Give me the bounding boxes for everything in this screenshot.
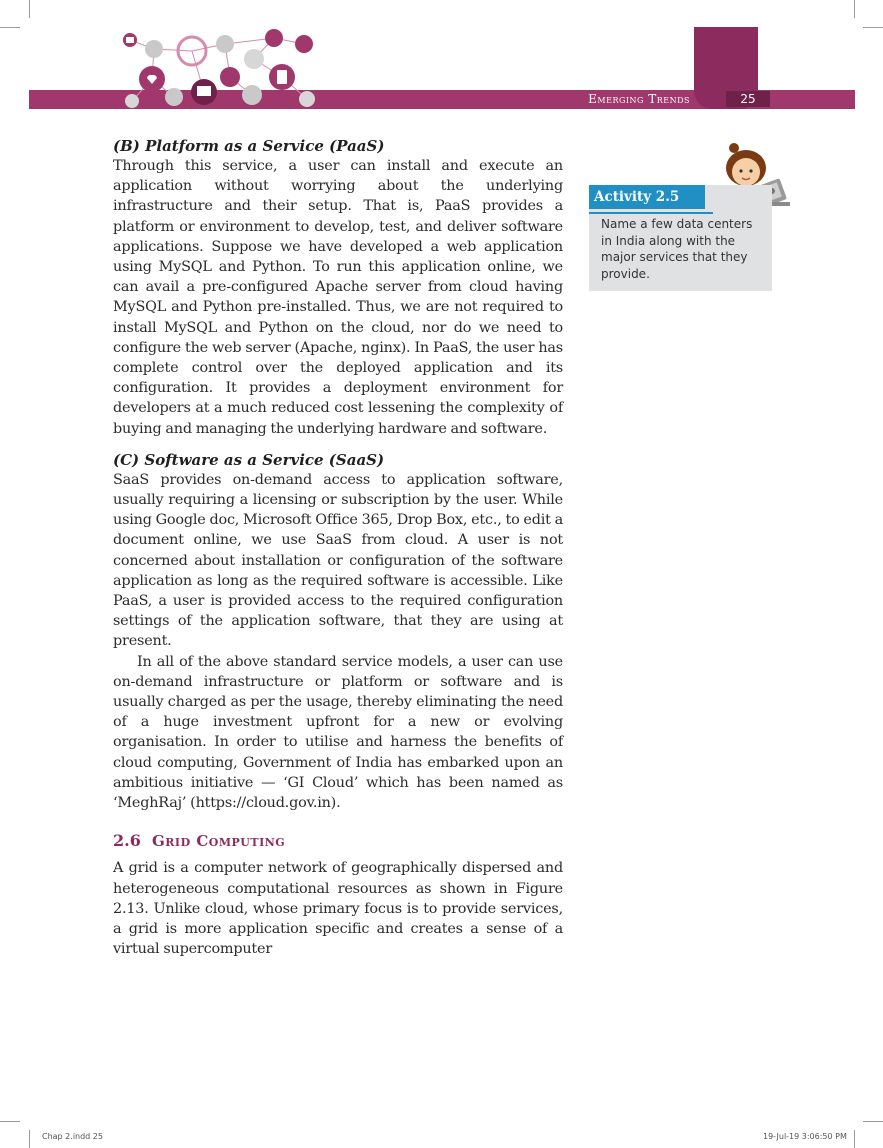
crop-mark <box>29 1130 30 1148</box>
footer-timestamp: 19-Jul-19 3:06:50 PM <box>763 1132 847 1141</box>
paas-paragraph: Through this service, a user can install and execute an application without worrying about the underlying infrastructure and their setup. That is, PaaS provides a platform or environment to develop, test, and deliver software applications. Suppose we have developed a web application using MySQL and Python. To run this application online, we can avail a pre-configured Apache server from cloud having MySQL and Python pre-installed. Thus, we are not required to install MySQL and Python on the cloud, nor do we need to configure the web server (Apache, nginx). In PaaS, the user has complete control over the deployed application and its configuration. It provides a deployment environment for developers at a much reduced cost lessening the complexity of buying and managing the underlying hardware and software. <box>113 158 563 437</box>
crop-mark <box>854 0 855 18</box>
section-title: Grid Computing <box>151 832 286 851</box>
crop-mark <box>863 1121 883 1122</box>
crop-mark <box>0 27 20 28</box>
activity-title: Activity 2.5 <box>589 185 705 209</box>
page-number: 25 <box>726 91 770 107</box>
service-models-paragraph: In all of the above standard service models, a user can use on-demand infrastructure or platform or software and is usually charged as per the usage, thereby eliminating the need of a huge investment upfront for a new or evolving organisation. In order to utilise and harness the benefits of cloud computing, Government of India has embarked upon an ambitious initiative — ‘GI Cloud’ which has been named as ‘MeghRaj’ (https://cloud.gov.in). <box>113 653 563 812</box>
running-header-title: Emerging Trends <box>588 92 690 106</box>
saas-heading: (C) Software as a Service (SaaS) <box>113 450 385 469</box>
main-content <box>113 136 563 959</box>
grid-computing-heading <box>113 830 563 852</box>
crop-mark <box>863 27 883 28</box>
section-number: 2.6 <box>113 831 141 851</box>
grid-computing-paragraph: A grid is a computer network of geographically dispersed and heterogeneous computational resources as shown in Figure 2.13. Unlike cloud, whose primary focus is to provide services, a grid is more application specific and creates a sense of a virtual supercomputer <box>113 860 563 958</box>
network-icons-illustration <box>112 27 332 110</box>
crop-mark <box>854 1130 855 1148</box>
activity-text: Name a few data centers in India along with the major services that they provide. <box>601 217 753 281</box>
saas-paragraph: SaaS provides on-demand access to application software, usually requiring a licensing or subscription by the user. While using Google doc, Microsoft Office 365, Drop Box, etc., to edit a document online, we use SaaS from cloud. A user is not concerned about installation or configuration of the software application as long as the required software is accessible. Like PaaS, a user is provided access to the required configuration settings of the application software, that they are using at present. <box>113 471 563 650</box>
activity-box <box>589 185 772 291</box>
crop-mark <box>0 1121 20 1122</box>
activity-divider <box>589 212 713 214</box>
footer-file-info: Chap 2.indd 25 <box>42 1132 103 1141</box>
paas-heading: (B) Platform as a Service (PaaS) <box>113 137 385 155</box>
crop-mark <box>29 0 30 18</box>
